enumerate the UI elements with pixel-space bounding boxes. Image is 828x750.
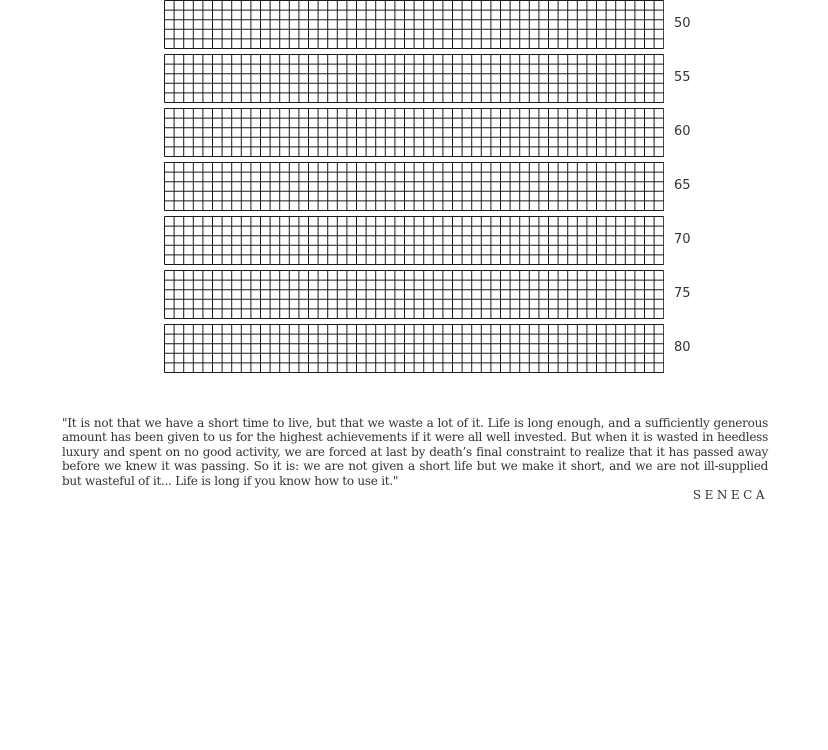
year-block-50: [164, 0, 665, 48]
year-block-65: [164, 162, 665, 210]
week-grid: [164, 324, 664, 373]
week-grid: [164, 216, 664, 265]
age-label: 70: [674, 232, 691, 247]
week-grid: [164, 54, 664, 103]
age-label: 60: [674, 124, 691, 139]
age-label: 50: [674, 16, 691, 31]
year-block-80: [164, 324, 665, 372]
age-label: 65: [674, 178, 691, 193]
year-block-75: [164, 270, 665, 318]
age-label: 80: [674, 340, 691, 355]
week-grid: [164, 270, 664, 319]
week-grid: [164, 162, 664, 211]
year-block-60: [164, 108, 665, 156]
age-label: 75: [674, 286, 691, 301]
age-label: 55: [674, 70, 691, 85]
year-block-55: [164, 54, 665, 102]
seneca-quote: "It is not that we have a short time to live, but that we waste a lot of it. Life is long enough, and a sufficiently generous amount has been given to us for the highest achievements if it were all well invested. But when it is wasted in heedless luxury and spent on no good activity, we are forced at last by death’s final constraint to realize that it has passed away before we knew it was passing. So it is: we are not given a short life but we make it short, and we are not ill-supplied but wasteful of it... Life is long if you know how to use it.": [62, 416, 768, 488]
quote-author: SENECA: [692, 488, 768, 502]
week-grid: [164, 108, 664, 157]
week-grid: [164, 0, 664, 49]
year-block-70: [164, 216, 665, 264]
